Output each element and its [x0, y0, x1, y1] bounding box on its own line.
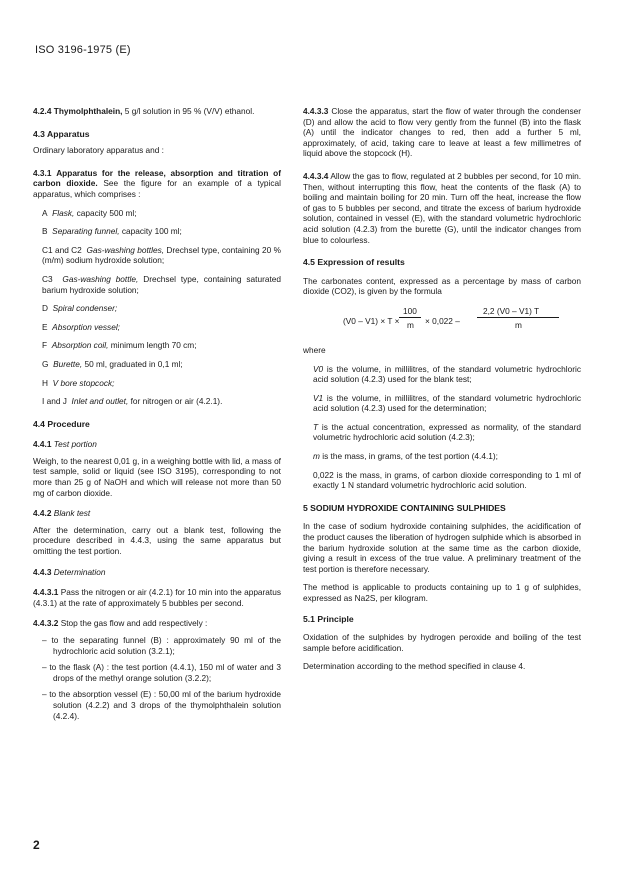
section-4-3-text: Ordinary laboratory apparatus and : [33, 145, 164, 156]
section-4-4-3-heading: 4.4.3 Determination [33, 566, 106, 577]
formula-middle: × 0,022 – [425, 315, 460, 326]
section-5-heading: 5 SODIUM HYDROXIDE CONTAINING SULPHIDES [303, 502, 506, 513]
dash-item-funnel: – to the separating funnel (B) : approximately 90 ml of the hydrochloric acid solution (3.2.1); [42, 635, 281, 656]
formula-denominator-1: m [407, 319, 414, 330]
apparatus-item-g: G Burette, 50 ml, graduated in 0,1 ml; [42, 358, 183, 369]
formula-left: (V0 – V1) × T × [343, 315, 400, 326]
section-5-text-2: The method is applicable to products containing up to 1 g of sulphides, expressed as Na2S, per kilogram. [303, 582, 581, 603]
apparatus-item-f: F Absorption coil, minimum length 70 cm; [42, 340, 197, 351]
definition-0022: 0,022 is the mass, in grams, of carbon dioxide corresponding to 1 ml of exactly 1 N standard volumetric hydrochloric acid solution. [313, 469, 581, 491]
apparatus-item-b: B Separating funnel, capacity 100 ml; [42, 226, 182, 237]
page-number: 2 [33, 838, 40, 852]
carbonates-formula [303, 303, 581, 337]
section-4-3-heading: 4.3 Apparatus [33, 128, 90, 139]
section-4-4-3-3: 4.4.3.3 Close the apparatus, start the flow of water through the condenser (D) and allow the acid to flow very gently from the funnel (B) into the flask (A) until the indicator changes to red, then add a further 5 ml, approximately, of acid, taking care to leave at least a few millimetres of liquid above the stopcock (H). [303, 106, 581, 159]
section-5-text-1: In the case of sodium hydroxide containing sulphides, the acidification of the product causes the liberation of hydrogen sulphide which is absorbed in the barium hydroxide solution at the same time as the carbon dioxide, giving a result in excess of the true value. A preliminary treatment of the test portion is therefore necessary. [303, 521, 581, 574]
apparatus-item-e: E Absorption vessel; [42, 321, 120, 332]
section-4-4-3-2: 4.4.3.2 Stop the gas flow and add respectively : [33, 618, 208, 629]
apparatus-item-d: D Spiral condenser; [42, 303, 118, 314]
definition-m: m is the mass, in grams, of the test portion (4.4.1); [313, 451, 498, 462]
section-4-4-heading: 4.4 Procedure [33, 418, 90, 429]
right-column [303, 106, 581, 672]
fraction-bar-2 [477, 317, 559, 318]
apparatus-item-i-j: I and J Inlet and outlet, for nitrogen or air (4.2.1). [42, 396, 223, 407]
formula-numerator-2: 2,2 (V0 – V1) T [483, 305, 540, 316]
section-5-1-text-2: Determination according to the method specified in clause 4. [303, 661, 526, 672]
section-4-5-heading: 4.5 Expression of results [303, 257, 405, 268]
section-4-4-2-heading: 4.4.2 Blank test [33, 508, 91, 519]
section-4-4-2-text: After the determination, carry out a blank test, following the procedure described in 4.4.3, using the same apparatus but omitting the test portion. [33, 524, 281, 557]
apparatus-item-c3: C3 Gas-washing bottle, Drechsel type, containing saturated barium hydroxide solution; [42, 273, 282, 295]
fraction-bar-1 [399, 317, 421, 318]
apparatus-item-h: H V bore stopcock; [42, 377, 115, 388]
section-4-5-text: The carbonates content, expressed as a percentage by mass of carbon dioxide (CO2), is given by the formula [303, 275, 581, 297]
dash-item-absorption-vessel: – to the absorption vessel (E) : 50,00 ml of the barium hydroxide solution (4.2.2) and 3 drops of the thymolphthalein solution (4.2.4). [42, 689, 281, 721]
formula-numerator-1: 100 [403, 305, 417, 316]
definition-v1: V1 is the volume, in millilitres, of the standard volumetric hydrochloric acid solution (4.2.3) used for the determination; [313, 392, 581, 414]
left-column [33, 106, 281, 721]
section-4-4-1-heading: 4.4.1 Test portion [33, 439, 97, 450]
section-5-1-text-1: Oxidation of the sulphides by hydrogen peroxide and boiling of the test sample before acidification. [303, 632, 581, 653]
where-label: where [303, 344, 326, 355]
section-5-1-heading: 5.1 Principle [303, 613, 354, 624]
formula-denominator-2: m [515, 319, 522, 330]
apparatus-item-a: A Flask, capacity 500 ml; [42, 207, 137, 218]
dash-item-flask: – to the flask (A) : the test portion (4.4.1), 150 ml of water and 3 drops of the methyl orange solution (3.2.2); [42, 662, 281, 683]
apparatus-item-c1-c2: C1 and C2 Gas-washing bottles, Drechsel type, containing 20 % (m/m) sodium hydroxide solution; [42, 244, 281, 266]
page-header: ISO 3196-1975 (E) [35, 44, 131, 56]
section-4-4-3-1: 4.4.3.1 Pass the nitrogen or air (4.2.1) for 10 min into the apparatus (4.3.1) at the rate of approximately 5 bubbles per second. [33, 587, 281, 608]
definition-v0: V0 is the volume, in millilitres, of the standard volumetric hydrochloric acid solution (4.2.3) used for the blank test; [313, 363, 581, 385]
section-4-3-1: 4.3.1 Apparatus for the release, absorption and titration of carbon dioxide. See the figure for an example of a typical apparatus, which comprises : [33, 167, 281, 199]
section-4-4-1-text: Weigh, to the nearest 0,01 g, in a weighing bottle with lid, a mass of test sample, solid or liquid (see ISO 3195), corresponding to not more than 25 g of NaOH and which will release not more than 50 mg of carbon dioxide. [33, 455, 281, 498]
section-4-2-4: 4.2.4 Thymolphthalein, 5 g/l solution in 95 % (V/V) ethanol. [33, 106, 255, 116]
section-4-4-3-4: 4.4.3.4 Allow the gas to flow, regulated at 2 bubbles per second, for 10 min. Then, without interrupting this flow, heat the contents of the flask (A) to boiling and maintain boiling for 20 min. Turn off the heat, increase the flow of gas to 5 bubbles per second, and titrate the excess of barium hydroxide solution, contained in vessel (E), with the standard volumetric hydrochloric acid solution (4.2.3) from the burette (G), until the indicator changes from blue to colourless. [303, 170, 581, 245]
definition-t: T is the actual concentration, expressed as normality, of the standard volumetric hydrochloric acid solution (4.2.3); [313, 421, 581, 443]
